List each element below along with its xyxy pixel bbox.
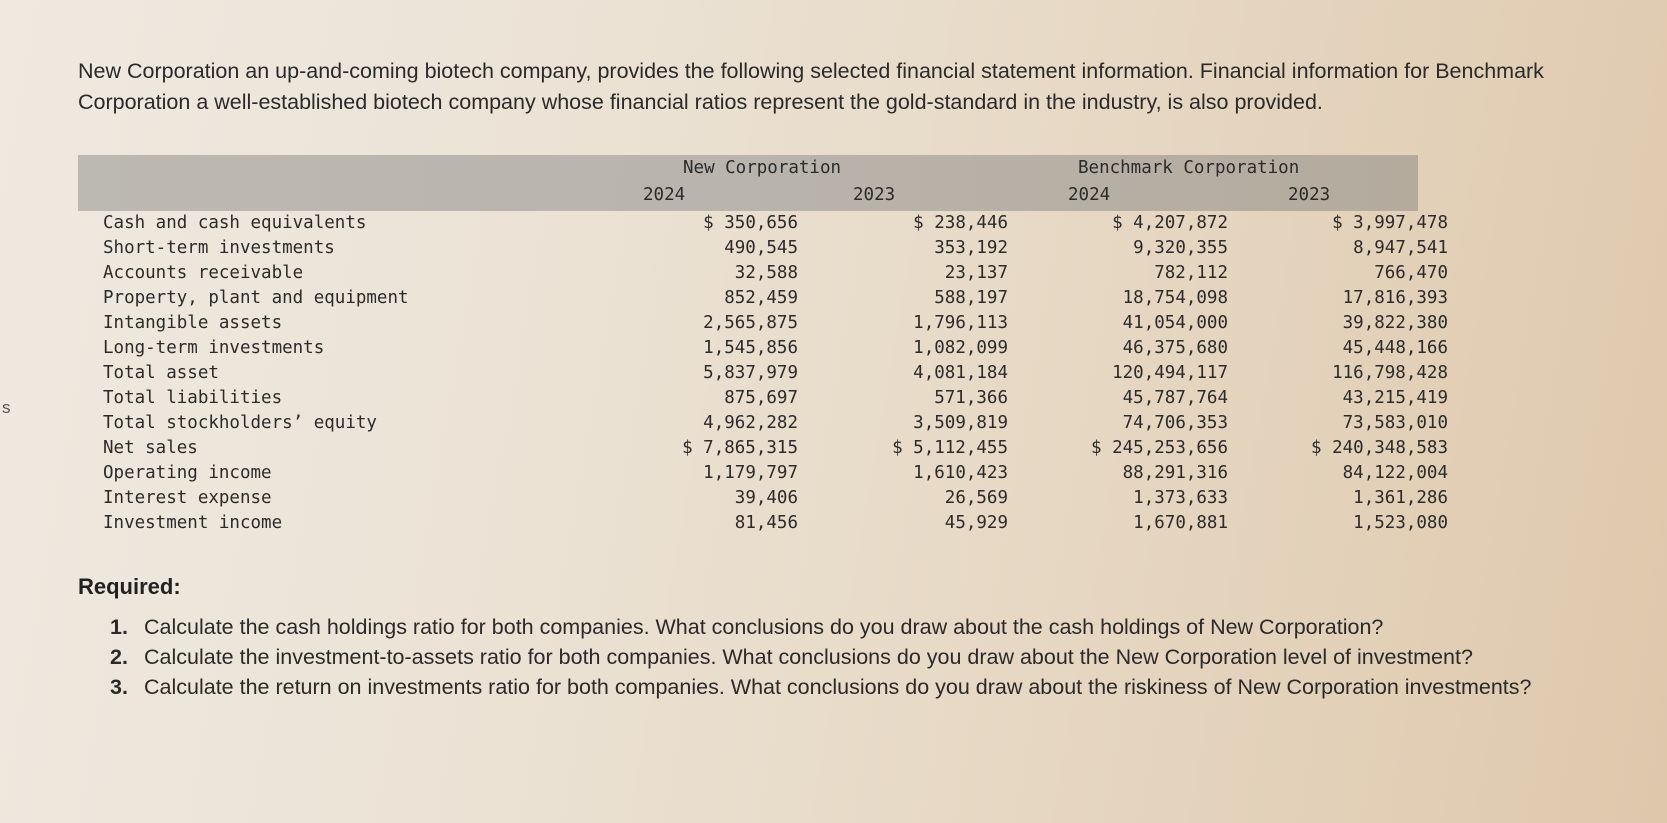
row-label: Intangible assets bbox=[103, 313, 283, 333]
table-row bbox=[78, 311, 1448, 336]
table-row bbox=[78, 261, 1448, 286]
row-label: Accounts receivable bbox=[103, 263, 304, 283]
header-year: 2023 bbox=[853, 185, 896, 205]
cell-value: 1,179,797 bbox=[703, 463, 798, 483]
cell-value: $ 240,348,583 bbox=[1311, 438, 1448, 458]
cell-value: 5,837,979 bbox=[703, 363, 798, 383]
row-label: Total liabilities bbox=[103, 388, 283, 408]
cell-value: 45,929 bbox=[944, 513, 1008, 533]
cell-value: 45,787,764 bbox=[1122, 388, 1228, 408]
cell-value: 120,494,117 bbox=[1112, 363, 1228, 383]
cell-value: 18,754,098 bbox=[1122, 288, 1228, 308]
cell-value: 1,361,286 bbox=[1353, 488, 1448, 508]
row-label: Total stockholders’ equity bbox=[103, 413, 377, 433]
question-number: 3. bbox=[110, 675, 128, 699]
cell-value: 32,588 bbox=[734, 263, 798, 283]
row-label: Cash and cash equivalents bbox=[103, 213, 367, 233]
table-row bbox=[78, 236, 1448, 261]
cell-value: 4,081,184 bbox=[913, 363, 1008, 383]
cropped-edge-text: s bbox=[2, 398, 11, 417]
table-row bbox=[78, 511, 1448, 536]
question-item bbox=[110, 672, 1620, 702]
cell-value: 4,962,282 bbox=[703, 413, 798, 433]
header-year: 2023 bbox=[1288, 185, 1331, 205]
cell-value: 353,192 bbox=[934, 238, 1008, 258]
question-number: 2. bbox=[110, 645, 128, 669]
question-text: Calculate the return on investments ratio for both companies. What conclusions do you draw about the riskiness of New Corporation investments? bbox=[144, 675, 1532, 699]
question-list bbox=[110, 612, 1620, 702]
cell-value: 2,565,875 bbox=[703, 313, 798, 333]
required-heading: Required: bbox=[78, 574, 181, 599]
cell-value: 588,197 bbox=[934, 288, 1008, 308]
cell-value: 8,947,541 bbox=[1353, 238, 1448, 258]
cell-value: 571,366 bbox=[934, 388, 1008, 408]
question-item bbox=[110, 612, 1620, 642]
cell-value: 39,406 bbox=[734, 488, 798, 508]
header-benchmark-corporation: Benchmark Corporation bbox=[1078, 158, 1300, 178]
table-row bbox=[78, 386, 1448, 411]
row-label: Long-term investments bbox=[103, 338, 325, 358]
cell-value: 84,122,004 bbox=[1342, 463, 1448, 483]
row-label: Net sales bbox=[103, 438, 198, 458]
cell-value: 45,448,166 bbox=[1342, 338, 1448, 358]
intro-paragraph: New Corporation an up-and-coming biotech company, provides the following selected financial statement information. Financial information for Benchmark Corporation a well-established biotech company whose financial ratios represent the gold-standard in the industry, is also provided. bbox=[78, 58, 1544, 114]
table-row bbox=[78, 486, 1448, 511]
cell-value: 1,082,099 bbox=[913, 338, 1008, 358]
cell-value: 1,796,113 bbox=[913, 313, 1008, 333]
cell-value: 17,816,393 bbox=[1342, 288, 1448, 308]
cell-value: 116,798,428 bbox=[1332, 363, 1448, 383]
cell-value: 39,822,380 bbox=[1342, 313, 1448, 333]
question-number: 1. bbox=[110, 615, 128, 639]
cell-value: 766,470 bbox=[1374, 263, 1448, 283]
row-label: Short-term investments bbox=[103, 238, 335, 258]
question-text: Calculate the cash holdings ratio for both companies. What conclusions do you draw about the cash holdings of New Corporation? bbox=[144, 615, 1384, 639]
cell-value: 43,215,419 bbox=[1342, 388, 1448, 408]
row-label: Investment income bbox=[103, 513, 283, 533]
cell-value: $ 3,997,478 bbox=[1332, 213, 1448, 233]
financial-table bbox=[78, 155, 1448, 536]
table-row bbox=[78, 436, 1448, 461]
cell-value: 1,610,423 bbox=[913, 463, 1008, 483]
cell-value: 1,545,856 bbox=[703, 338, 798, 358]
table-row bbox=[78, 361, 1448, 386]
table-body bbox=[78, 211, 1448, 536]
cell-value: 23,137 bbox=[944, 263, 1008, 283]
row-label: Property, plant and equipment bbox=[103, 288, 409, 308]
cell-value: 490,545 bbox=[724, 238, 798, 258]
table-header bbox=[78, 155, 1418, 211]
header-year: 2024 bbox=[1068, 185, 1111, 205]
cell-value: $ 350,656 bbox=[703, 213, 798, 233]
row-label: Interest expense bbox=[103, 488, 272, 508]
cell-value: $ 238,446 bbox=[913, 213, 1008, 233]
row-label: Operating income bbox=[103, 463, 272, 483]
cell-value: 88,291,316 bbox=[1122, 463, 1228, 483]
cell-value: 1,373,633 bbox=[1133, 488, 1228, 508]
cell-value: $ 245,253,656 bbox=[1091, 438, 1228, 458]
table-row bbox=[78, 461, 1448, 486]
table-row bbox=[78, 411, 1448, 436]
cell-value: $ 7,865,315 bbox=[682, 438, 798, 458]
cell-value: $ 5,112,455 bbox=[892, 438, 1008, 458]
cell-value: 852,459 bbox=[724, 288, 798, 308]
table-row bbox=[78, 286, 1448, 311]
question-item bbox=[110, 642, 1620, 672]
cell-value: 81,456 bbox=[734, 513, 798, 533]
cell-value: 875,697 bbox=[724, 388, 798, 408]
header-new-corporation: New Corporation bbox=[683, 158, 842, 178]
table-row bbox=[78, 211, 1448, 236]
cell-value: $ 4,207,872 bbox=[1112, 213, 1228, 233]
cell-value: 782,112 bbox=[1154, 263, 1228, 283]
row-label: Total asset bbox=[103, 363, 219, 383]
cell-value: 46,375,680 bbox=[1122, 338, 1228, 358]
header-year: 2024 bbox=[643, 185, 686, 205]
table-row bbox=[78, 336, 1448, 361]
cell-value: 1,523,080 bbox=[1353, 513, 1448, 533]
cell-value: 1,670,881 bbox=[1133, 513, 1228, 533]
cell-value: 74,706,353 bbox=[1122, 413, 1228, 433]
cell-value: 26,569 bbox=[944, 488, 1008, 508]
question-text: Calculate the investment-to-assets ratio for both companies. What conclusions do you draw about the New Corporation level of investment? bbox=[144, 645, 1473, 669]
cell-value: 3,509,819 bbox=[913, 413, 1008, 433]
cell-value: 41,054,000 bbox=[1122, 313, 1228, 333]
cell-value: 9,320,355 bbox=[1133, 238, 1228, 258]
cell-value: 73,583,010 bbox=[1342, 413, 1448, 433]
